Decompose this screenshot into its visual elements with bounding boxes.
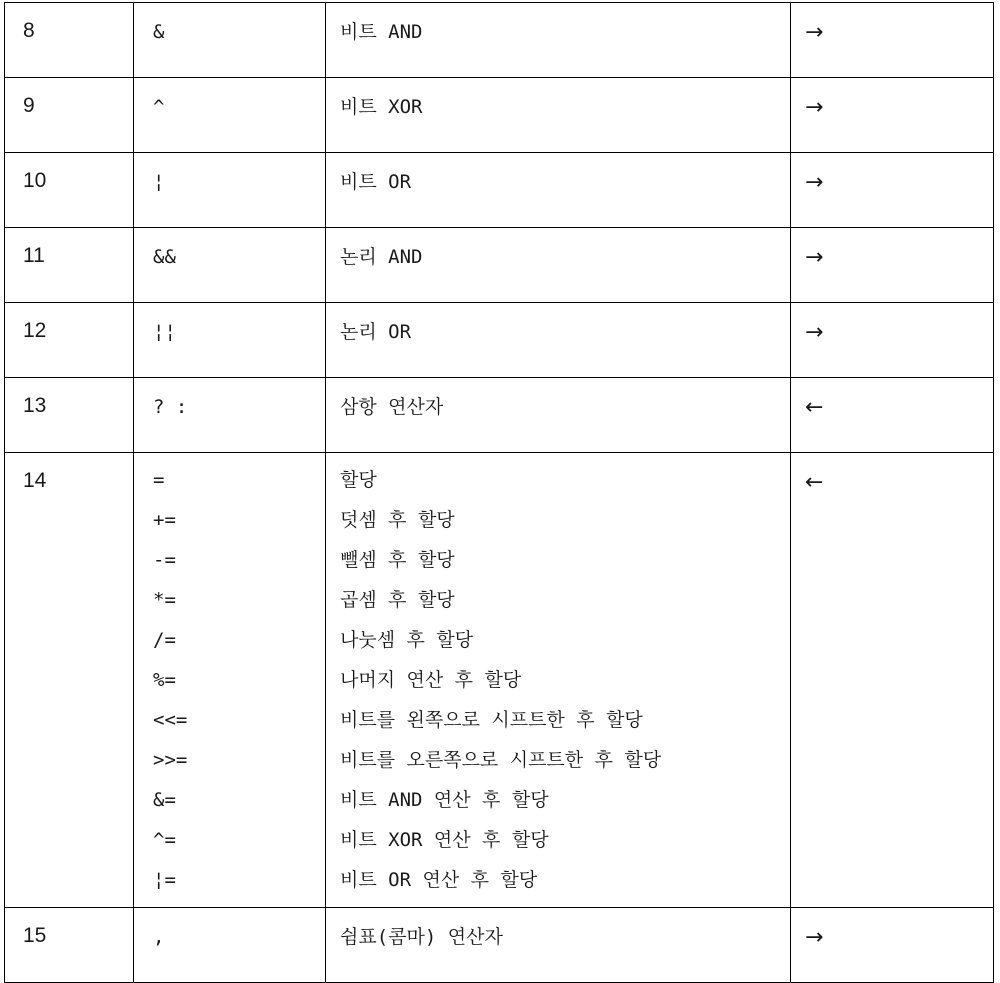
- table-row: [5, 3, 994, 78]
- operator-item: ¦=: [153, 869, 176, 891]
- associativity-cell: ←: [791, 378, 994, 453]
- operator-item: &=: [153, 789, 176, 811]
- description-cell: 쉼표(콤마) 연산자: [326, 908, 791, 983]
- table-row: [5, 378, 994, 453]
- operator-cell: ,: [134, 908, 326, 983]
- description-item: 뺄셈 후 할당: [340, 549, 455, 571]
- operator-item: -=: [153, 549, 176, 571]
- associativity-cell: →: [791, 78, 994, 153]
- associativity-cell: →: [791, 303, 994, 378]
- table-row: [5, 303, 994, 378]
- operator-item: *=: [153, 589, 176, 611]
- operator-item: >>=: [153, 749, 188, 771]
- operator-item: +=: [153, 509, 176, 531]
- operator-item: /=: [153, 629, 176, 651]
- description-cell: 비트 XOR: [326, 78, 791, 153]
- precedence-cell: 8: [5, 3, 134, 78]
- precedence-cell: 11: [5, 228, 134, 303]
- operator-cell: ¦¦: [134, 303, 326, 378]
- description-item: 비트 AND 연산 후 할당: [340, 789, 549, 811]
- description-item: 비트 OR 연산 후 할당: [340, 869, 538, 891]
- precedence-cell: 12: [5, 303, 134, 378]
- operator-item: ^=: [153, 829, 176, 851]
- table-row: [5, 228, 994, 303]
- description-cell: 삼항 연산자: [326, 378, 791, 453]
- description-item: 덧셈 후 할당: [340, 509, 455, 531]
- description-cell: 논리 AND: [326, 228, 791, 303]
- operator-cell: &: [134, 3, 326, 78]
- operator-item: =: [153, 469, 165, 491]
- operator-item: <<=: [153, 709, 188, 731]
- description-item: 할당: [340, 469, 377, 491]
- associativity-cell: →: [791, 153, 994, 228]
- description-cell: 비트 AND: [326, 3, 791, 78]
- description-item: 나눗셈 후 할당: [340, 629, 474, 651]
- description-item: 곱셈 후 할당: [340, 589, 455, 611]
- operator-item: %=: [153, 669, 176, 691]
- precedence-cell: 9: [5, 78, 134, 153]
- description-item: 나머지 연산 후 할당: [340, 669, 522, 691]
- precedence-cell: 14: [5, 453, 134, 908]
- table-row: [5, 78, 994, 153]
- table-row: [5, 453, 994, 908]
- precedence-cell: 13: [5, 378, 134, 453]
- operator-cell: ^: [134, 78, 326, 153]
- operator-cell: ¦: [134, 153, 326, 228]
- associativity-cell: →: [791, 908, 994, 983]
- operator-precedence-table: [4, 2, 994, 983]
- operator-cell: &&: [134, 228, 326, 303]
- description-item: 비트를 왼쪽으로 시프트한 후 할당: [340, 709, 643, 731]
- operator-cell: [134, 453, 326, 908]
- operator-cell: ? :: [134, 378, 326, 453]
- associativity-cell: ←: [791, 453, 994, 908]
- description-item: 비트를 오른쪽으로 시프트한 후 할당: [340, 749, 662, 771]
- description-cell: 비트 OR: [326, 153, 791, 228]
- table-row: [5, 153, 994, 228]
- precedence-cell: 10: [5, 153, 134, 228]
- description-item: 비트 XOR 연산 후 할당: [340, 829, 549, 851]
- description-cell: [326, 453, 791, 908]
- table-row: [5, 908, 994, 983]
- associativity-cell: →: [791, 228, 994, 303]
- precedence-cell: 15: [5, 908, 134, 983]
- associativity-cell: →: [791, 3, 994, 78]
- description-cell: 논리 OR: [326, 303, 791, 378]
